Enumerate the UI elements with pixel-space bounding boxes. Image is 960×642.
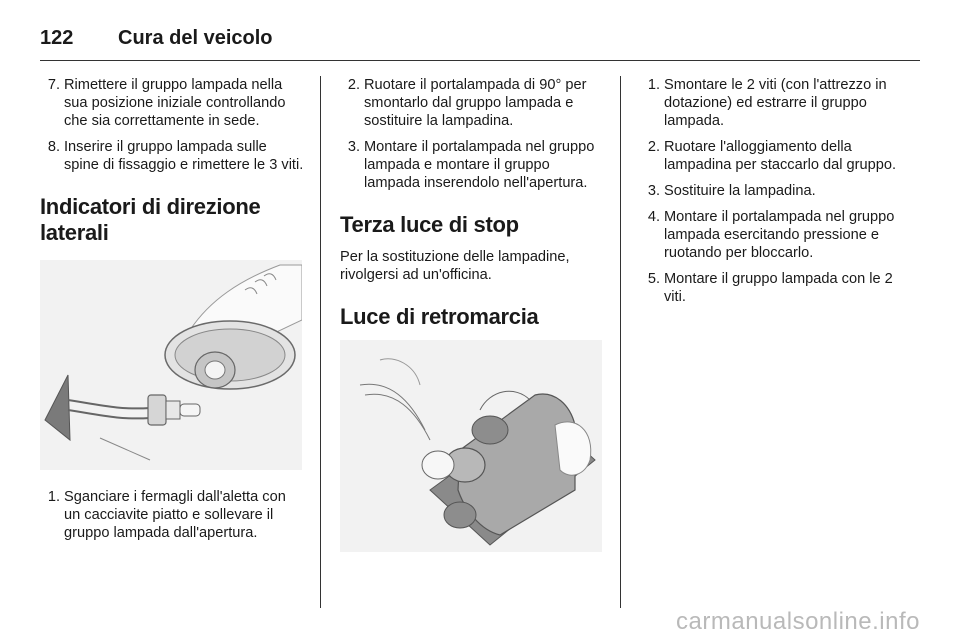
list-item [640, 76, 902, 130]
column-1 [40, 76, 305, 550]
header-divider [40, 60, 920, 61]
step-number: 7. [47, 77, 60, 93]
page-header [40, 18, 920, 58]
heading-reverse-light: Luce di retromarcia [340, 304, 539, 329]
step-number: 4. [647, 209, 660, 225]
step-list [40, 76, 305, 174]
step-list [340, 76, 605, 192]
step-list [40, 488, 305, 542]
list-item [640, 208, 902, 262]
step-number: 8. [47, 139, 60, 155]
reverse-light-illustration [340, 340, 602, 552]
list-item [340, 138, 605, 192]
side-indicator-illustration [40, 260, 302, 470]
site-watermark: carmanualsonline.info [676, 608, 920, 635]
step-text: Ruotare l'alloggiamento della lampadina per staccarlo dal gruppo. [664, 139, 897, 173]
list-item [340, 76, 605, 130]
step-text: Smontare le 2 viti (con l'attrezzo in dotazione) ed estrarre il gruppo lampada. [664, 77, 887, 129]
step-number: 1. [47, 489, 60, 505]
stop-light-paragraph: Per la sostituzione delle lampadine, rivolgersi ad un'officina. [340, 249, 570, 283]
column-divider-1 [320, 76, 321, 608]
step-text: Sganciare i fermagli dall'aletta con un cacciavite piatto e sollevare il gruppo lampada dall'apertura. [64, 489, 286, 541]
list-item [40, 138, 305, 174]
step-text: Montare il portalampada nel gruppo lampada esercitando pressione e ruotando per bloccarlo. [664, 209, 895, 261]
column-3 [640, 76, 902, 314]
list-item [40, 76, 305, 130]
list-item [640, 182, 902, 200]
step-number: 2. [347, 77, 360, 93]
list-item [640, 138, 902, 174]
column-2 [340, 76, 605, 552]
step-number: 3. [347, 139, 360, 155]
step-number: 1. [647, 77, 660, 93]
step-number: 2. [647, 139, 660, 155]
heading-third-stop-light: Terza luce di stop [340, 212, 519, 237]
heading-side-indicators: Indicatori di direzione laterali [40, 194, 261, 245]
step-text: Rimettere il gruppo lampada nella sua posizione iniziale controllando che sia correttamente in sede. [64, 77, 286, 129]
list-item [640, 270, 902, 306]
step-number: 3. [647, 183, 660, 199]
step-text: Montare il portalampada nel gruppo lampada e montare il gruppo lampada inserendolo nell'apertura. [364, 139, 595, 191]
section-title: Cura del veicolo [118, 26, 273, 49]
list-item [40, 488, 305, 542]
step-text: Montare il gruppo lampada con le 2 viti. [664, 271, 893, 305]
step-text: Ruotare il portalampada di 90° per smontarlo dal gruppo lampada e sostituire la lampadina. [364, 77, 587, 129]
step-list [640, 76, 902, 306]
step-text: Sostituire la lampadina. [664, 183, 816, 199]
column-divider-2 [620, 76, 621, 608]
step-text: Inserire il gruppo lampada sulle spine di fissaggio e rimettere le 3 viti. [64, 139, 304, 173]
page-number: 122 [40, 26, 74, 49]
step-number: 5. [647, 271, 660, 287]
